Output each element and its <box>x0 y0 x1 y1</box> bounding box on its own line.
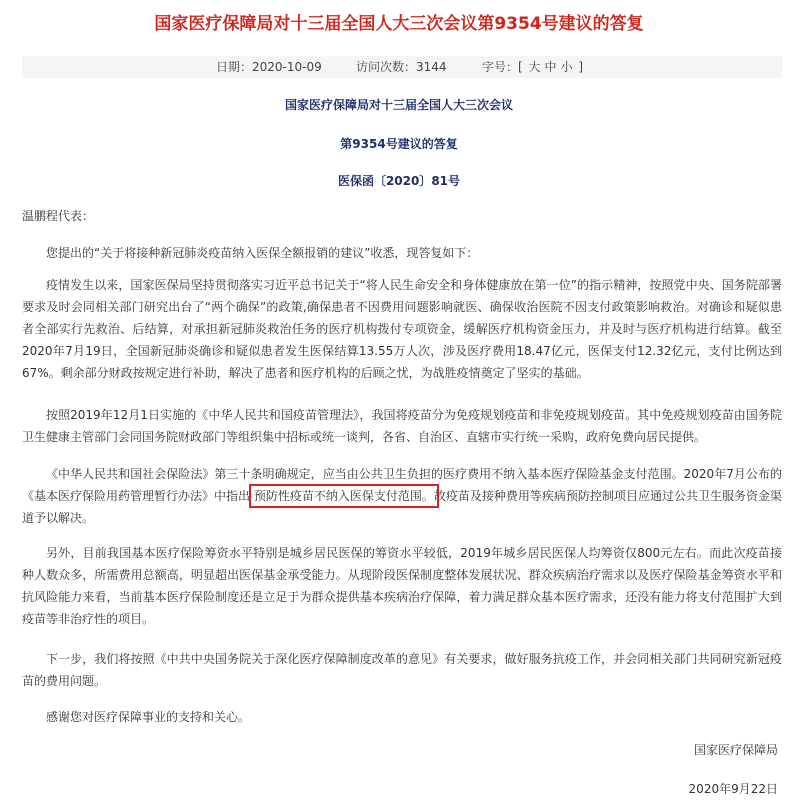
font-size-medium-link[interactable]: 中 <box>544 60 557 74</box>
date-label: 日期： <box>216 60 253 74</box>
doc-number: 医保函〔2020〕81号 <box>337 174 461 188</box>
font-size-large-link[interactable]: 大 <box>528 60 541 74</box>
paragraph-4 <box>22 463 782 529</box>
paragraph-6: 下一步，我们将按照《中共中央国务院关于深化医疗保障制度改革的意见》有关要求，做好服务抗疫工作，并会同相关部门共同研究新冠疫苗的费用问题。 <box>22 652 782 688</box>
highlighted-sentence: 预防性疫苗不纳入医保支付范围。 <box>253 489 434 503</box>
font-size-small-link[interactable]: 小 <box>560 60 573 74</box>
signature-date: 2020年9月22日 <box>688 782 778 796</box>
font-size-control <box>482 56 583 78</box>
page-title: 国家医疗保障局对十三届全国人大三次会议第9354号建议的答复 <box>154 14 644 34</box>
visits-value: 3144 <box>416 60 447 74</box>
font-close-bracket: ] <box>578 60 584 74</box>
font-size-label: 字号： <box>482 60 519 74</box>
paragraph-7: 感谢您对医疗保障事业的支持和关心。 <box>46 710 251 724</box>
paragraph-4-lead: 《中华人民共和国社会保险法》第三十条明确规定，应当由公共卫生负担的医疗费用不纳入基本医疗保险基金支付范围。2020年7月公布的《基本医疗保险用药管理暂行办法》中指出 <box>22 467 782 503</box>
meta-bar <box>22 56 782 78</box>
paragraph-2: 疫情发生以来，国家医保局坚持贯彻落实习近平总书记关于“将人民生命安全和身体健康放在第一位”的指示精神，按照党中央、国务院部署要求及时会同相关部门研究出台了“两个确保”的政策,确保患者不因费用问题影响就医、确保收治医院不因支付政策影响救治。对确诊和疑似患者全部实行先救治、后结算，对承担新冠肺炎救治任务的医疗机构拨付专项资金，缓解医疗机构资金压力，并及时与医疗机构进行结算。截至2020年7月19日，全国新冠肺炎确诊和疑似患者发生医保结算13.55万人次，涉及医疗费用18.47亿元，医保支付12.32亿元，支付比例达到67%。剩余部分财政按规定进行补助，解决了患者和医疗机构的后顾之忧，为战胜疫情奠定了坚实的基础。 <box>22 278 782 380</box>
signature-org: 国家医疗保障局 <box>693 743 778 757</box>
paragraph-4-tail: 故疫苗及接种费用等疾病预防控制项目应通过公共卫生服务资金渠道予以解决。 <box>22 489 782 525</box>
paragraph-5: 另外，目前我国基本医疗保险筹资水平特别是城乡居民医保的筹资水平较低，2019年城乡居民医保人均筹资仅800元左右。而此次疫苗接种人数众多，所需费用总额高，明显超出医保基金承受能力。从现阶段医保制度整体发展状况、群众疾病治疗需求以及医疗保险基金筹资水平和抗风险能力来看，当前基本医疗保险制度还是立足于为群众提供基本疾病治疗保障，着力满足群众基本医疗需求，还没有能力将支付范围扩大到疫苗等非治疗性的项目。 <box>22 546 782 626</box>
font-open-bracket: [ <box>518 60 523 74</box>
doc-heading-line1: 国家医疗保障局对十三届全国人大三次会议 <box>284 98 513 112</box>
paragraph-3: 按照2019年12月1日实施的《中华人民共和国疫苗管理法》，我国将疫苗分为免疫规划疫苗和非免疫规划疫苗。其中免疫规划疫苗由国务院卫生健康主管部门会同国务院财政部门等组织集中招标或统一谈判，各省、自治区、直辖市实行统一采购，政府免费向居民提供。 <box>22 408 782 444</box>
doc-heading-line2: 第9354号建议的答复 <box>340 137 458 151</box>
date-value: 2020-10-09 <box>252 60 322 74</box>
publish-date <box>216 56 322 78</box>
visit-count <box>356 56 447 78</box>
visits-label: 访问次数： <box>356 60 417 74</box>
paragraph-1: 您提出的“关于将接种新冠肺炎疫苗纳入医保全额报销的建议”收悉，现答复如下： <box>46 246 479 260</box>
salutation: 温鹏程代表： <box>22 209 95 223</box>
